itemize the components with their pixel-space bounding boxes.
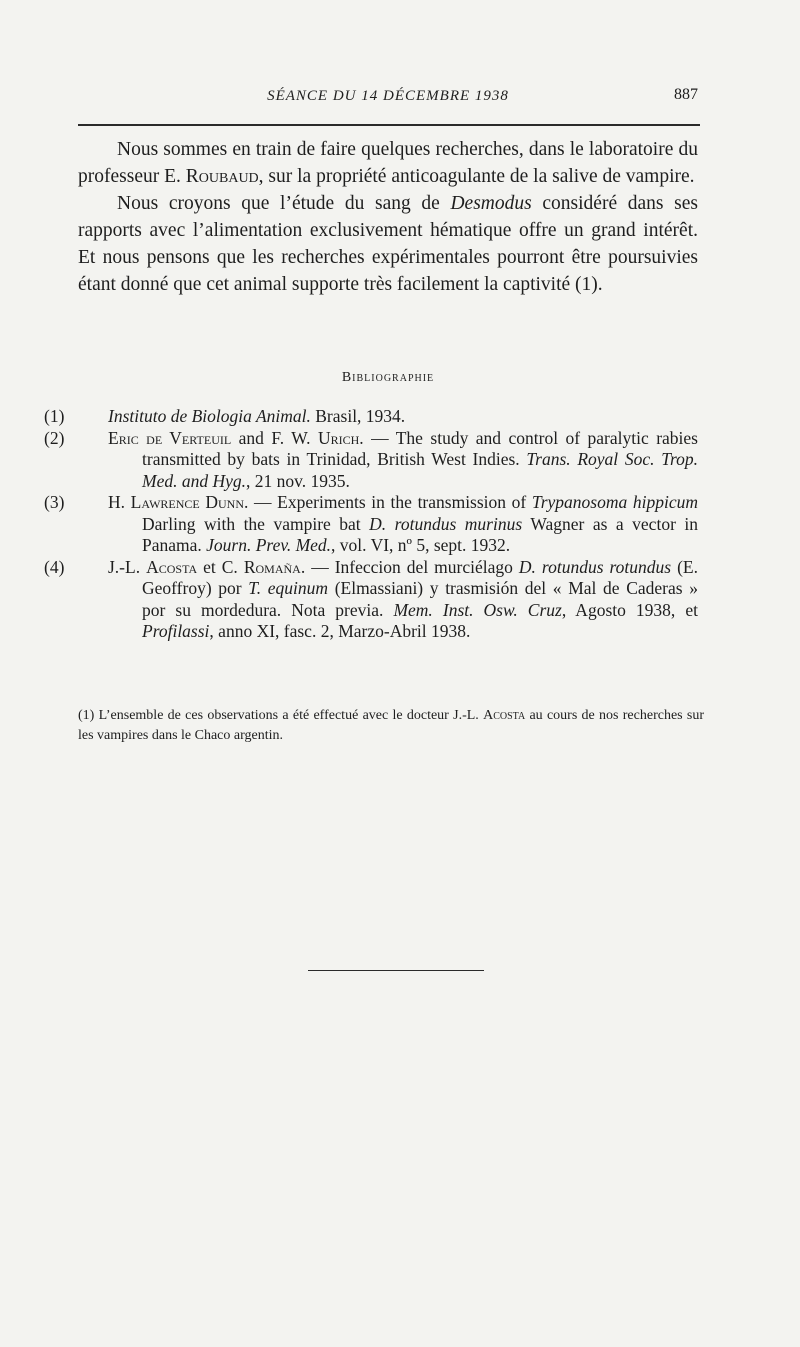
- text-run: , sur la propriété anticoagulante de la salive de vampire.: [258, 166, 695, 187]
- text-run: . — Infeccion del murciélago: [300, 556, 519, 577]
- end-rule: [308, 970, 484, 971]
- text-run: H.: [108, 492, 131, 512]
- text-run: , 21 nov. 1935.: [246, 470, 350, 491]
- text-run: Nous croyons que l’étude du sang de: [117, 193, 451, 214]
- bibliography-heading: Bibliographie: [341, 370, 435, 385]
- text-run: J.-L.: [108, 556, 147, 577]
- author-name: Urich: [317, 427, 360, 448]
- header-rule: [78, 124, 700, 126]
- text-run: (Elmassiani) y trasmisión del « Mal de Caderas » por su mordedura. Nota previa.: [142, 578, 698, 620]
- reference-3: (3) H. Lawrence Dunn. — Experiments in the transmission of Trypanosoma hippicum Darling with the vampire bat D. rotundus murinus Wagner as a vector in Panama. Journ. Prev. Med., vol. VI, nº 5, sept. 1932.: [44, 492, 699, 555]
- reference-2: (2) Eric de Verteuil and F. W. Urich. — The study and control of paralytic rabies transmitted by bats in Trinidad, British West Indies. Trans. Royal Soc. Trop. Med. and Hyg., 21 nov. 1935.: [44, 427, 699, 491]
- author-name: Roubaud: [185, 166, 259, 187]
- italic-title: Trans. Royal Soc. Trop. Med. and Hyg.: [142, 449, 699, 491]
- footnote: [78, 706, 704, 746]
- footnote-text: L’ensemble de ces observations a été effectué avec le docteur J.-L.: [94, 708, 484, 723]
- running-head: [78, 88, 698, 112]
- italic-title: Instituto de Biologia Animal.: [108, 406, 311, 426]
- text-run: , vol. VI, nº 5, sept. 1932.: [331, 535, 511, 555]
- text-run: et C.: [197, 556, 244, 577]
- footnote-name: Acosta: [483, 708, 526, 723]
- author-name: Acosta: [146, 556, 198, 577]
- italic-title: Mem. Inst. Osw. Cruz: [393, 599, 562, 620]
- italic-title: Trypanosoma hippicum: [531, 492, 698, 512]
- author-name: Romaña: [243, 556, 301, 577]
- text-run: (E. Geoffroy) por: [142, 556, 698, 598]
- running-title: SÉANCE DU 14 DÉCEMBRE 1938: [267, 88, 509, 104]
- text-run: . — The study and control of paralytic rabies transmitted by bats in Trinidad, British West Indies.: [142, 427, 698, 469]
- italic-title: Journ. Prev. Med.: [206, 535, 332, 555]
- body-text: [78, 136, 698, 298]
- text-run: , anno XI, fasc. 2, Marzo-Abril 1938.: [209, 621, 471, 641]
- italic-title: T. equinum: [248, 578, 329, 598]
- italic-title: Profilassi: [142, 621, 210, 641]
- text-run: Wagner as a vector in Panama.: [142, 513, 699, 555]
- paragraph-1: [78, 136, 698, 190]
- text-run: . — Experiments in the transmission of: [244, 492, 532, 512]
- text-run: Brasil, 1934.: [310, 406, 406, 426]
- bibliography-list: [44, 406, 699, 643]
- author-name: Eric de Verteuil: [108, 427, 232, 448]
- text-run: , Agosto 1938, et: [561, 599, 698, 620]
- text-run: Darling with the vampire bat: [142, 513, 370, 534]
- page-number: 887: [674, 86, 698, 103]
- author-name: Lawrence Dunn: [130, 492, 245, 512]
- reference-1: (1) Instituto de Biologia Animal. Brasil, 1934.: [44, 406, 406, 426]
- text-run: considéré dans ses rapports avec l’alimentation exclusivement hématique offre un grand intérêt. Et nous pensons que les recherches expérimentales pourront être poursuivies étant donné que cet animal supporte très facilement la captivité (1).: [78, 193, 698, 295]
- reference-4: (4) J.-L. Acosta et C. Romaña. — Infeccion del murciélago D. rotundus rotundus (E. Geoffroy) por T. equinum (Elmassiani) y trasmisión del « Mal de Caderas » por su mordedura. Nota previa. Mem. Inst. Osw. Cruz, Agosto 1938, et Profilassi, anno XI, fasc. 2, Marzo-Abril 1938.: [44, 556, 698, 641]
- genus-name: Desmodus: [450, 193, 532, 214]
- text-run: Nous sommes en train de faire quelques recherches, dans le laboratoire du professeur E.: [78, 139, 698, 187]
- italic-title: D. rotundus rotundus: [518, 556, 672, 577]
- italic-title: D. rotundus murinus: [369, 513, 523, 534]
- paragraph-2: [78, 190, 698, 298]
- text-run: and F. W.: [231, 427, 318, 448]
- footnote-text: au cours de nos recherches sur les vampires dans le Chaco argentin.: [78, 708, 705, 743]
- footnote-marker: (1): [78, 708, 95, 723]
